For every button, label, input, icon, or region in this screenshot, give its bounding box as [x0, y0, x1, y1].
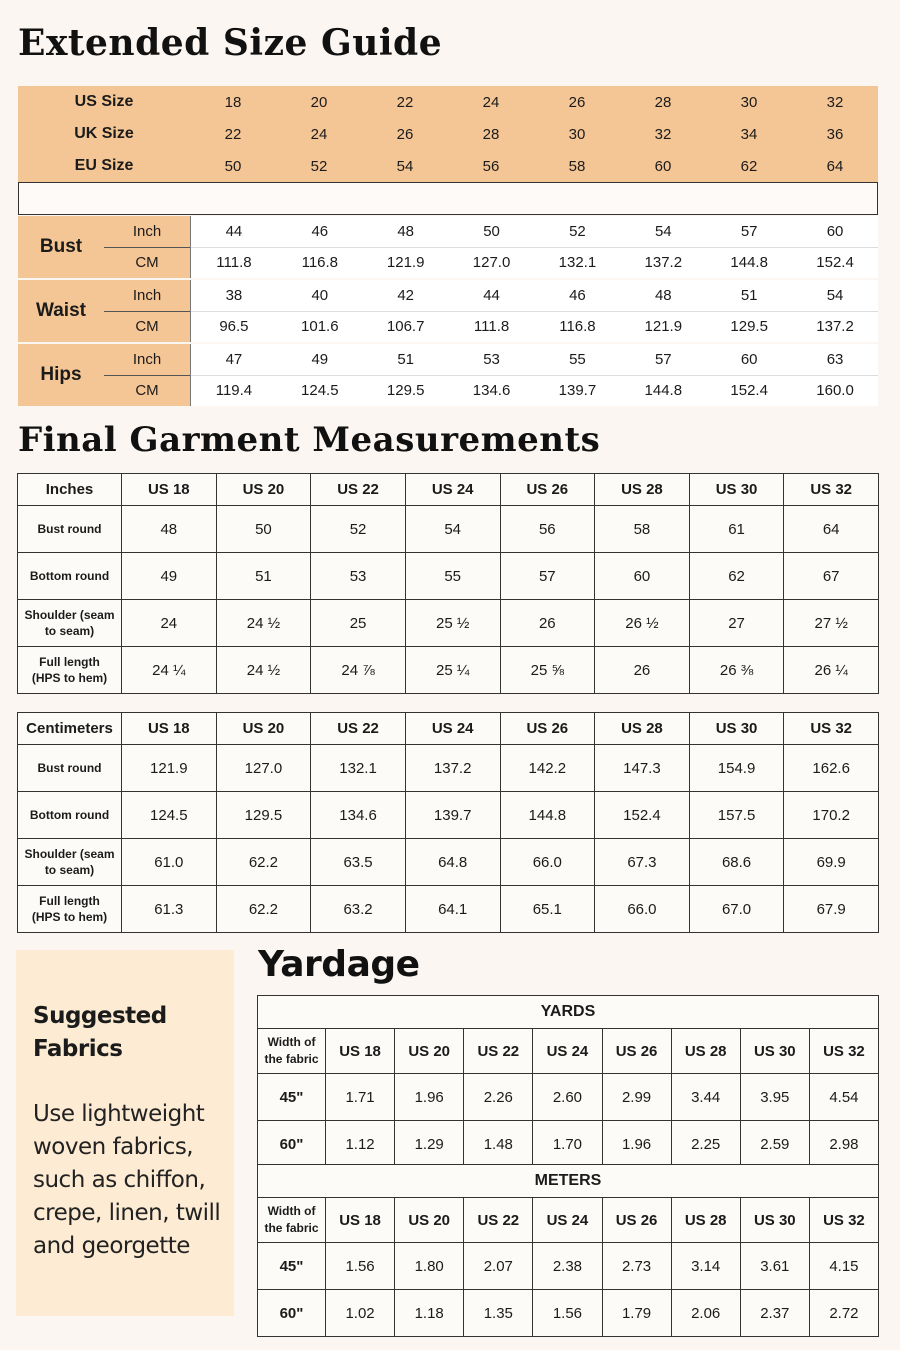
- table-cell: 26: [500, 600, 595, 647]
- size-column-header: US 26: [500, 474, 595, 506]
- table-cell: 54: [405, 506, 500, 553]
- size-value: 30: [568, 125, 586, 143]
- measurement-value: 60: [740, 350, 758, 368]
- table-cell: 67.9: [784, 886, 879, 933]
- fabrics-title: Suggested Fabrics: [33, 1003, 167, 1062]
- size-value: 36: [826, 125, 844, 143]
- table-cell: 2.37: [740, 1290, 809, 1337]
- measurement-value: 47: [225, 350, 243, 368]
- measurement-value: 139.7: [558, 382, 597, 400]
- row-label-line: Bust round: [37, 761, 102, 775]
- measurement-value: 51: [740, 286, 758, 304]
- table-cell: 61: [689, 506, 784, 553]
- table-cell: 1.56: [326, 1243, 395, 1290]
- garment-inches-table: [17, 473, 879, 694]
- row-label-line: Bottom round: [29, 569, 110, 583]
- size-value: 60: [654, 157, 672, 175]
- table-cell: 63.2: [311, 886, 406, 933]
- size-value: 28: [482, 125, 500, 143]
- table-cell: 60: [595, 553, 690, 600]
- table-cell: 24 ⅞: [311, 647, 406, 694]
- table-cell: 1.35: [464, 1290, 533, 1337]
- measurement-value: 44: [225, 222, 243, 240]
- table-cell: 64.8: [405, 839, 500, 886]
- table-cell: 2.72: [809, 1290, 878, 1337]
- table-cell: 67: [784, 553, 879, 600]
- header-row: [18, 474, 879, 506]
- caption-row: [258, 1165, 879, 1198]
- size-value: 22: [224, 125, 242, 143]
- suggested-fabrics-panel: [16, 950, 234, 1316]
- size-column-header: US 20: [395, 1029, 464, 1074]
- meters-table: [257, 1164, 879, 1337]
- table-cell: 24: [122, 600, 217, 647]
- table-cell: 2.25: [671, 1121, 740, 1168]
- size-guide-title: Extended Size Guide: [18, 22, 443, 64]
- row-label: [18, 600, 122, 647]
- unit-label: Inch: [104, 280, 190, 312]
- table-row: [18, 600, 879, 647]
- size-column-header: US 28: [595, 474, 690, 506]
- corner-label: Inches: [18, 474, 122, 506]
- table-cell: 3.44: [671, 1074, 740, 1121]
- table-cell: 162.6: [784, 745, 879, 792]
- measurement-value: 52: [569, 222, 586, 240]
- measurement-value: 54: [826, 286, 844, 304]
- table-cell: 68.6: [689, 839, 784, 886]
- table-cell: 62: [689, 553, 784, 600]
- width-label-line: Width of: [267, 1204, 316, 1218]
- table-cell: 4.54: [809, 1074, 878, 1121]
- row-label: [18, 792, 122, 839]
- table-row: [258, 1290, 879, 1337]
- table-cell: 1.80: [395, 1243, 464, 1290]
- table-cell: 139.7: [405, 792, 500, 839]
- measurement-value: 96.5: [219, 318, 249, 336]
- measurement-value: 111.8: [473, 318, 510, 336]
- table-cell: 1.71: [326, 1074, 395, 1121]
- size-column-header: US 24: [533, 1029, 602, 1074]
- measurement-value: 46: [569, 286, 586, 304]
- measurement-values: [191, 216, 878, 278]
- table-cell: 67.3: [595, 839, 690, 886]
- size-column-header: US 32: [784, 713, 879, 745]
- row-label-line: (HPS to hem): [31, 910, 108, 924]
- measurement-value: 63: [826, 350, 844, 368]
- size-value: 26: [396, 125, 414, 143]
- table-cell: 154.9: [689, 745, 784, 792]
- row-label: [18, 647, 122, 694]
- measurement-value: 101.6: [301, 318, 339, 336]
- header-row: [258, 1198, 879, 1243]
- measurement-row: [191, 376, 878, 407]
- table-cell: 132.1: [311, 745, 406, 792]
- unit-label: CM: [135, 318, 159, 336]
- table-row: [18, 553, 879, 600]
- table-cell: 24 ½: [216, 647, 311, 694]
- size-column-header: US 30: [689, 474, 784, 506]
- measurement-values: [191, 280, 878, 342]
- measurement-value: 48: [397, 222, 415, 240]
- measurement-value: 54: [654, 222, 672, 240]
- size-value: 50: [224, 157, 242, 175]
- header-row: [258, 1029, 879, 1074]
- table-cell: 58: [595, 506, 690, 553]
- table-cell: 2.07: [464, 1243, 533, 1290]
- table-cell: 3.61: [740, 1243, 809, 1290]
- measurement-value: 55: [569, 350, 586, 368]
- table-cell: 2.60: [533, 1074, 602, 1121]
- size-system-label: EU Size: [74, 157, 134, 174]
- table-cell: 129.5: [216, 792, 311, 839]
- fabric-width: 45": [258, 1243, 326, 1290]
- measurement-value: 53: [483, 350, 500, 368]
- table-cell: 147.3: [595, 745, 690, 792]
- row-label-line: to seam): [44, 863, 95, 877]
- table-row: [258, 1074, 879, 1121]
- table-cell: 26: [595, 647, 690, 694]
- row-label: [18, 886, 122, 933]
- header-row: [18, 713, 879, 745]
- unit-label: Inch: [104, 216, 190, 248]
- measurement-row: [191, 248, 878, 279]
- row-label-line: Shoulder (seam: [24, 608, 115, 622]
- measurement-value: 121.9: [386, 254, 425, 272]
- table-cell: 64.1: [405, 886, 500, 933]
- size-value: 30: [740, 93, 758, 111]
- table-cell: 67.0: [689, 886, 784, 933]
- table-cell: 2.38: [533, 1243, 602, 1290]
- measurement-value: 49: [311, 350, 329, 368]
- size-value: 24: [482, 93, 500, 111]
- measurement-value: 121.9: [644, 318, 683, 336]
- measurement-values: [191, 344, 878, 406]
- size-column-header: US 22: [311, 713, 406, 745]
- table-cell: 55: [405, 553, 500, 600]
- measurement-value: 152.4: [730, 382, 768, 400]
- size-value: 32: [826, 93, 844, 111]
- row-label-line: Full length: [39, 655, 100, 669]
- size-column-header: US 26: [602, 1029, 671, 1074]
- measurement-value: 116.8: [301, 254, 339, 272]
- measurement-value: 129.5: [386, 382, 425, 400]
- table-row: [258, 1243, 879, 1290]
- table-cell: 124.5: [122, 792, 217, 839]
- table-cell: 56: [500, 506, 595, 553]
- table-cell: 1.02: [326, 1290, 395, 1337]
- measurement-value: 152.4: [816, 254, 854, 272]
- fabric-width: 60": [258, 1290, 326, 1337]
- measurement-group: [18, 216, 878, 278]
- table-cell: 4.15: [809, 1243, 878, 1290]
- fabrics-text: Use lightweight woven fabrics, such as chiffon, crepe, linen, twill and georgette: [33, 1101, 221, 1259]
- measurement-value: 44: [483, 286, 500, 304]
- size-column-header: US 20: [216, 474, 311, 506]
- table-cell: 2.59: [740, 1121, 809, 1168]
- table-cell: 61.0: [122, 839, 217, 886]
- size-system-label: UK Size: [74, 125, 134, 142]
- unit-column: [104, 216, 191, 278]
- table-cell: 121.9: [122, 745, 217, 792]
- measurement-name: Waist: [18, 280, 104, 342]
- measurement-value: 160.0: [816, 382, 854, 400]
- size-column-header: US 22: [464, 1029, 533, 1074]
- row-label-line: Full length: [39, 894, 100, 908]
- table-cell: 2.26: [464, 1074, 533, 1121]
- size-value: 28: [654, 93, 672, 111]
- size-column-header: US 22: [311, 474, 406, 506]
- measurement-name: Bust: [18, 216, 104, 278]
- table-cell: 51: [216, 553, 311, 600]
- size-header-row: [18, 118, 878, 150]
- size-value: 20: [310, 93, 328, 111]
- table-cell: 50: [216, 506, 311, 553]
- measurement-value: 144.8: [644, 382, 683, 400]
- table-cell: 64: [784, 506, 879, 553]
- table-cell: 25 ¼: [405, 647, 500, 694]
- table-cell: 157.5: [689, 792, 784, 839]
- table-cell: 26 ¼: [784, 647, 879, 694]
- table-cell: 25: [311, 600, 406, 647]
- garment-title: Final Garment Measurements: [18, 420, 601, 460]
- width-label-line: the fabric: [264, 1221, 319, 1235]
- measurement-value: 134.6: [472, 382, 511, 400]
- table-cell: 63.5: [311, 839, 406, 886]
- size-column-header: US 18: [326, 1198, 395, 1243]
- table-cell: 24 ½: [216, 600, 311, 647]
- measurement-value: 119.4: [215, 382, 253, 400]
- measurement-value: 60: [826, 222, 844, 240]
- table-cell: 66.0: [500, 839, 595, 886]
- unit-column: [104, 280, 191, 342]
- size-column-header: US 32: [809, 1029, 878, 1074]
- table-cell: 152.4: [595, 792, 690, 839]
- garment-cm-table: [17, 712, 879, 933]
- table-cell: 27: [689, 600, 784, 647]
- unit-label: CM: [135, 254, 159, 272]
- table-cell: 137.2: [405, 745, 500, 792]
- size-column-header: US 18: [326, 1029, 395, 1074]
- table-caption: METERS: [258, 1165, 879, 1198]
- unit-label: Inch: [104, 344, 190, 376]
- size-value: 22: [396, 93, 414, 111]
- size-header-row: [18, 150, 878, 182]
- table-row: [18, 745, 879, 792]
- table-cell: 1.56: [533, 1290, 602, 1337]
- table-cell: 144.8: [500, 792, 595, 839]
- size-value: 62: [740, 157, 758, 175]
- measurement-value: 132.1: [558, 254, 597, 272]
- size-column-header: US 22: [464, 1198, 533, 1243]
- size-column-header: US 18: [122, 713, 217, 745]
- measurement-value: 51: [397, 350, 415, 368]
- measurement-value: 48: [654, 286, 672, 304]
- table-row: [18, 839, 879, 886]
- table-cell: 26 ⅜: [689, 647, 784, 694]
- measurement-value: 124.5: [301, 382, 339, 400]
- table-cell: 3.14: [671, 1243, 740, 1290]
- table-cell: 24 ¼: [122, 647, 217, 694]
- table-cell: 1.96: [602, 1121, 671, 1168]
- table-cell: 127.0: [216, 745, 311, 792]
- size-column-header: US 28: [671, 1029, 740, 1074]
- table-cell: 49: [122, 553, 217, 600]
- measurement-value: 38: [225, 286, 243, 304]
- table-cell: 1.29: [395, 1121, 464, 1168]
- measurement-value: 57: [654, 350, 672, 368]
- measurement-value: 40: [311, 286, 329, 304]
- table-cell: 170.2: [784, 792, 879, 839]
- table-cell: 2.73: [602, 1243, 671, 1290]
- measurement-value: 46: [311, 222, 329, 240]
- fabric-width: 60": [258, 1121, 326, 1168]
- table-cell: 2.99: [602, 1074, 671, 1121]
- size-column-header: US 28: [671, 1198, 740, 1243]
- measurement-row: [191, 344, 878, 376]
- measurement-group: [18, 280, 878, 342]
- table-cell: 53: [311, 553, 406, 600]
- row-label: [18, 553, 122, 600]
- table-cell: 25 ½: [405, 600, 500, 647]
- table-cell: 1.79: [602, 1290, 671, 1337]
- size-value: 32: [654, 125, 672, 143]
- measurement-value: 137.2: [816, 318, 854, 336]
- unit-column: [104, 344, 191, 406]
- size-column-header: US 30: [740, 1029, 809, 1074]
- fabric-width: 45": [258, 1074, 326, 1121]
- caption-row: [258, 996, 879, 1029]
- measurement-value: 137.2: [644, 254, 683, 272]
- size-value: 18: [224, 93, 242, 111]
- table-cell: 1.48: [464, 1121, 533, 1168]
- measurement-value: 106.7: [386, 318, 425, 336]
- size-value: 56: [482, 157, 500, 175]
- row-label-line: Bottom round: [29, 808, 110, 822]
- width-label: [258, 1198, 326, 1243]
- size-column-header: US 30: [740, 1198, 809, 1243]
- table-cell: 2.06: [671, 1290, 740, 1337]
- table-cell: 134.6: [311, 792, 406, 839]
- table-cell: 2.98: [809, 1121, 878, 1168]
- table-cell: 25 ⅝: [500, 647, 595, 694]
- table-cell: 3.95: [740, 1074, 809, 1121]
- size-value: 64: [826, 157, 844, 175]
- table-cell: 69.9: [784, 839, 879, 886]
- table-row: [258, 1121, 879, 1168]
- size-column-header: US 26: [500, 713, 595, 745]
- measurement-value: 144.8: [730, 254, 768, 272]
- table-cell: 61.3: [122, 886, 217, 933]
- measurement-name: Hips: [18, 344, 104, 406]
- yards-table: [257, 995, 879, 1168]
- size-value: 34: [740, 125, 758, 143]
- table-cell: 62.2: [216, 839, 311, 886]
- measurement-value: 50: [483, 222, 500, 240]
- size-column-header: US 32: [809, 1198, 878, 1243]
- size-column-header: US 24: [405, 474, 500, 506]
- size-value: 26: [568, 93, 586, 111]
- measurement-value: 129.5: [730, 318, 768, 336]
- table-cell: 1.70: [533, 1121, 602, 1168]
- table-row: [18, 886, 879, 933]
- measurement-row: [191, 280, 878, 312]
- row-label: [18, 839, 122, 886]
- size-system-label: US Size: [74, 93, 134, 110]
- size-column-header: US 24: [533, 1198, 602, 1243]
- table-cell: 27 ½: [784, 600, 879, 647]
- width-label: [258, 1029, 326, 1074]
- row-label: [18, 745, 122, 792]
- table-cell: 65.1: [500, 886, 595, 933]
- size-value: 24: [310, 125, 328, 143]
- table-row: [18, 792, 879, 839]
- measurement-row: [191, 312, 878, 343]
- yardage-title: Yardage: [258, 944, 420, 985]
- row-label-line: Shoulder (seam: [24, 847, 115, 861]
- table-caption: YARDS: [258, 996, 879, 1029]
- corner-label: Centimeters: [18, 713, 122, 745]
- size-column-header: US 32: [784, 474, 879, 506]
- table-cell: 52: [311, 506, 406, 553]
- size-column-header: US 18: [122, 474, 217, 506]
- size-column-header: US 26: [602, 1198, 671, 1243]
- measurement-value: 42: [397, 286, 415, 304]
- table-row: [18, 647, 879, 694]
- measurement-value: 116.8: [559, 318, 596, 336]
- table-cell: 1.18: [395, 1290, 464, 1337]
- table-cell: 1.12: [326, 1121, 395, 1168]
- size-column-header: US 20: [216, 713, 311, 745]
- size-value: 58: [568, 157, 586, 175]
- measurement-row: [191, 216, 878, 248]
- width-label-line: Width of: [267, 1035, 316, 1049]
- table-cell: 62.2: [216, 886, 311, 933]
- size-column-header: US 20: [395, 1198, 464, 1243]
- size-column-header: US 30: [689, 713, 784, 745]
- table-cell: 57: [500, 553, 595, 600]
- row-label-line: to seam): [44, 624, 95, 638]
- size-guide-table: [18, 86, 878, 406]
- measurement-value: 57: [740, 222, 758, 240]
- measurement-value: 127.0: [472, 254, 511, 272]
- measurement-group: [18, 344, 878, 406]
- size-guide-header: [18, 86, 878, 182]
- width-label-line: the fabric: [264, 1052, 319, 1066]
- table-cell: 1.96: [395, 1074, 464, 1121]
- table-cell: 26 ½: [595, 600, 690, 647]
- size-value: 54: [396, 157, 414, 175]
- size-value: 52: [310, 157, 328, 175]
- size-column-header: US 24: [405, 713, 500, 745]
- measurement-value: 111.8: [216, 254, 252, 272]
- row-label-line: Bust round: [37, 522, 102, 536]
- row-label: [18, 506, 122, 553]
- size-column-header: US 28: [595, 713, 690, 745]
- size-guide-spacer: [18, 182, 878, 215]
- unit-label: CM: [135, 382, 159, 400]
- row-label-line: (HPS to hem): [31, 671, 108, 685]
- size-header-row: [18, 86, 878, 118]
- table-cell: 142.2: [500, 745, 595, 792]
- table-cell: 48: [122, 506, 217, 553]
- table-row: [18, 506, 879, 553]
- table-cell: 66.0: [595, 886, 690, 933]
